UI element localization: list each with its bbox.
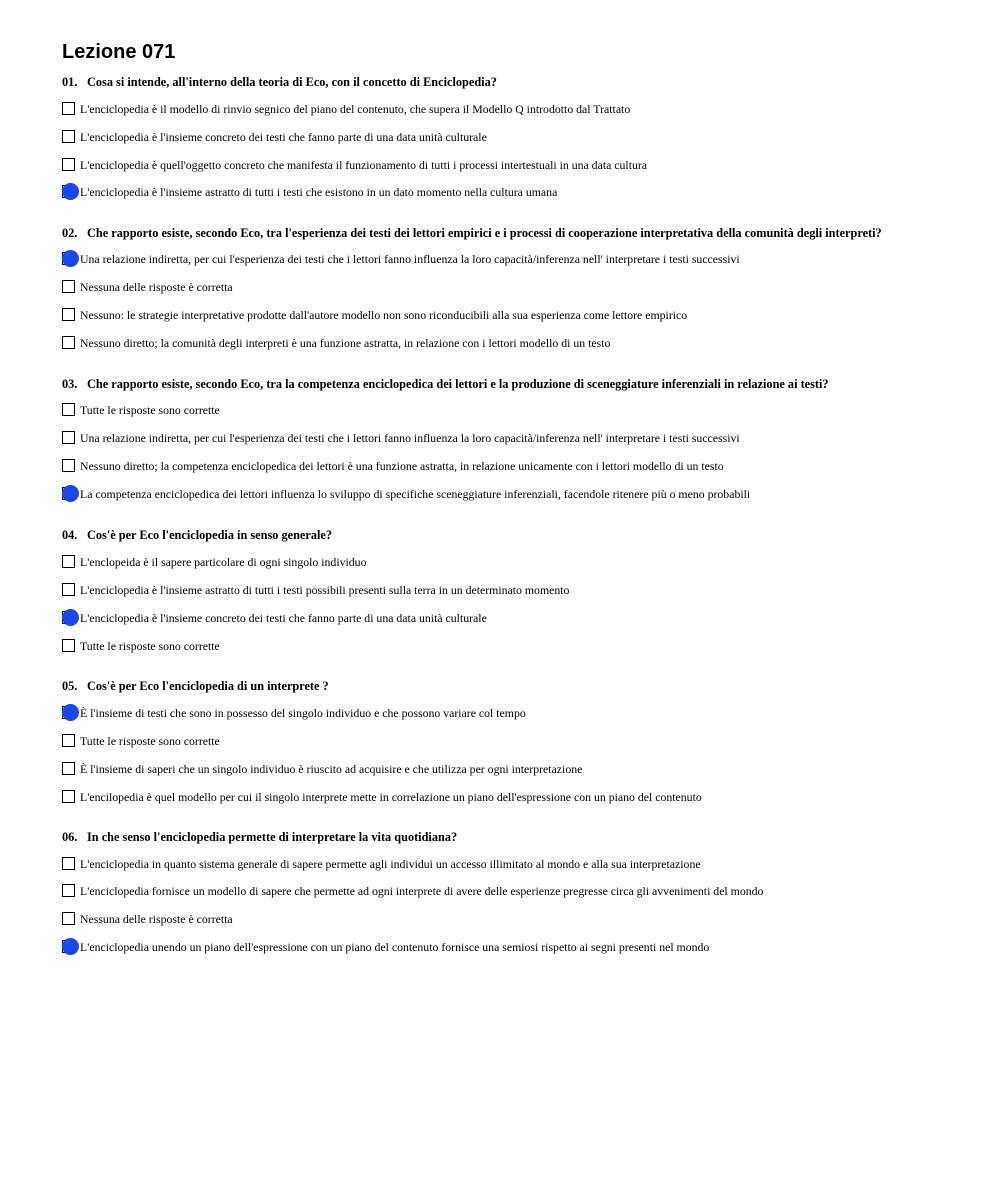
question-number: 03.: [62, 377, 78, 391]
selected-answer-marker: [62, 938, 79, 955]
answer-option[interactable]: [62, 459, 982, 477]
answer-text: Nessuno diretto; la competenza enciclopedica dei lettori è una funzione astratta, in relazione unicamente con i lettori modello di un testo: [80, 459, 724, 473]
answer-text: È l'insieme di testi che sono in possesso del singolo individuo e che possono variare col tempo: [80, 706, 526, 720]
answer-option[interactable]: [62, 555, 982, 573]
question-number: 04.: [62, 528, 78, 542]
answer-option-selected[interactable]: [62, 487, 982, 505]
question-text: Che rapporto esiste, secondo Eco, tra l'esperienza dei testi dei lettori empirici e i processi di cooperazione interpretativa della comunità degli interpreti?: [87, 226, 882, 240]
answer-option[interactable]: [62, 762, 982, 780]
answer-option[interactable]: [62, 857, 982, 875]
selected-answer-marker: [62, 609, 79, 626]
answer-text: L'enciclopedia è l'insieme astratto di tutti i testi che esistono in un dato momento nella cultura umana: [80, 185, 558, 199]
answer-option[interactable]: [62, 280, 982, 298]
answer-option[interactable]: [62, 308, 982, 326]
question-heading: [62, 527, 332, 543]
answer-text: L'enciclopedia fornisce un modello di sapere che permette ad ogni interprete di avere delle esperienze pregresse circa gli avvenimenti del mondo: [80, 884, 764, 898]
answer-checkbox[interactable]: [62, 912, 75, 925]
answer-checkbox[interactable]: [62, 639, 75, 652]
answer-text: L'encilopedia è quel modello per cui il singolo interprete mette in correlazione un piano dell'espressione con un piano del contenuto: [80, 790, 702, 804]
answer-text: Una relazione indiretta, per cui l'esperienza dei testi che i lettori fanno influenza la loro capacità/inferenza nell' interpretare i testi successivi: [80, 431, 740, 445]
question-text: Cos'è per Eco l'enciclopedia in senso generale?: [87, 528, 333, 542]
answer-checkbox[interactable]: [62, 130, 75, 143]
answer-text: Nessuna delle risposte è corretta: [80, 280, 233, 294]
selected-answer-marker: [62, 183, 79, 200]
answer-option[interactable]: [62, 884, 982, 902]
answer-text: Tutte le risposte sono corrette: [80, 639, 220, 653]
answer-checkbox[interactable]: [62, 583, 75, 596]
answer-option[interactable]: [62, 583, 982, 601]
answer-text: Una relazione indiretta, per cui l'esperienza dei testi che i lettori fanno influenza la loro capacità/inferenza nell' interpretare i testi successivi: [80, 252, 740, 266]
question-text: Che rapporto esiste, secondo Eco, tra la competenza enciclopedica dei lettori e la produzione di sceneggiature inferenziali in relazione ai testi?: [87, 377, 829, 391]
answer-option-selected[interactable]: [62, 252, 982, 270]
answer-option[interactable]: [62, 639, 982, 657]
answer-checkbox[interactable]: [62, 734, 75, 747]
selected-answer-marker: [62, 485, 79, 502]
answer-checkbox[interactable]: [62, 790, 75, 803]
selected-answer-marker: [62, 704, 79, 721]
question-heading: [62, 678, 329, 694]
answer-option[interactable]: [62, 431, 982, 449]
answer-text: L'enciclopedia unendo un piano dell'espressione con un piano del contenuto fornisce una semiosi rispetto ai segni presenti nel mondo: [80, 940, 710, 954]
question-number: 05.: [62, 679, 78, 693]
answer-text: Nessuna delle risposte è corretta: [80, 912, 233, 926]
answer-option-selected[interactable]: [62, 185, 982, 203]
answer-text: Nessuno diretto; la comunità degli interpreti è una funzione astratta, in relazione con i lettori modello di un testo: [80, 336, 611, 350]
answer-option[interactable]: [62, 790, 982, 808]
question-text: Cos'è per Eco l'enciclopedia di un interprete ?: [87, 679, 329, 693]
question-number: 02.: [62, 226, 78, 240]
answer-checkbox[interactable]: [62, 762, 75, 775]
answer-option-selected[interactable]: [62, 940, 982, 958]
answer-checkbox[interactable]: [62, 102, 75, 115]
answer-checkbox[interactable]: [62, 280, 75, 293]
answer-text: Nessuno: le strategie interpretative prodotte dall'autore modello non sono riconducibili alla sua esperienza come lettore empirico: [80, 308, 688, 322]
question-text: In che senso l'enciclopedia permette di interpretare la vita quotidiana?: [87, 830, 458, 844]
question-heading: [62, 225, 882, 241]
answer-text: L'enciclopedia è l'insieme concreto dei testi che fanno parte di una data unità culturale: [80, 611, 487, 625]
answer-option[interactable]: [62, 403, 982, 421]
question-heading: [62, 829, 457, 845]
answer-option[interactable]: [62, 912, 982, 930]
answer-option[interactable]: [62, 336, 982, 354]
answer-option[interactable]: [62, 130, 982, 148]
question-heading: [62, 376, 829, 392]
answer-checkbox[interactable]: [62, 431, 75, 444]
answer-checkbox[interactable]: [62, 884, 75, 897]
answer-text: L'enciclopedia è l'insieme concreto dei testi che fanno parte di una data unità culturale: [80, 130, 487, 144]
answer-checkbox[interactable]: [62, 158, 75, 171]
answer-text: L'enciclopedia è il modello di rinvio segnico del piano del contenuto, che supera il Modello Q introdotto dal Trattato: [80, 102, 631, 116]
answer-option[interactable]: [62, 102, 982, 120]
answer-text: È l'insieme di saperi che un singolo individuo è riuscito ad acquisire e che utilizza per ogni interpretazione: [80, 762, 583, 776]
question-number: 06.: [62, 830, 78, 844]
answer-option-selected[interactable]: [62, 611, 982, 629]
selected-answer-marker: [62, 250, 79, 267]
page-title: Lezione 071: [62, 41, 176, 63]
answer-text: L'enciclopedia è quell'oggetto concreto che manifesta il funzionamento di tutti i processi intertestuali in una data cultura: [80, 158, 648, 172]
answer-option[interactable]: [62, 158, 982, 176]
answer-text: La competenza enciclopedica dei lettori influenza lo sviluppo di specifiche sceneggiature inferenziali, facendole ritenere più o meno probabili: [80, 487, 751, 501]
answer-text: L'enciclopedia è l'insieme astratto di tutti i testi possibili presenti sulla terra in un determinato momento: [80, 583, 570, 597]
question-text: Cosa si intende, all'interno della teoria di Eco, con il concetto di Enciclopedia?: [87, 75, 497, 89]
question-number: 01.: [62, 75, 78, 89]
answer-text: L'enciclopedia in quanto sistema generale di sapere permette agli individui un accesso illimitato al mondo e alla sua interpretazione: [80, 857, 701, 871]
answer-text: Tutte le risposte sono corrette: [80, 734, 220, 748]
answer-option-selected[interactable]: [62, 706, 982, 724]
answer-checkbox[interactable]: [62, 308, 75, 321]
answer-checkbox[interactable]: [62, 403, 75, 416]
answer-checkbox[interactable]: [62, 459, 75, 472]
answer-text: Tutte le risposte sono corrette: [80, 403, 220, 417]
answer-checkbox[interactable]: [62, 336, 75, 349]
question-heading: [62, 74, 497, 90]
answer-text: L'enclopeida è il sapere particolare di ogni singolo individuo: [80, 555, 367, 569]
answer-checkbox[interactable]: [62, 555, 75, 568]
answer-checkbox[interactable]: [62, 857, 75, 870]
answer-option[interactable]: [62, 734, 982, 752]
